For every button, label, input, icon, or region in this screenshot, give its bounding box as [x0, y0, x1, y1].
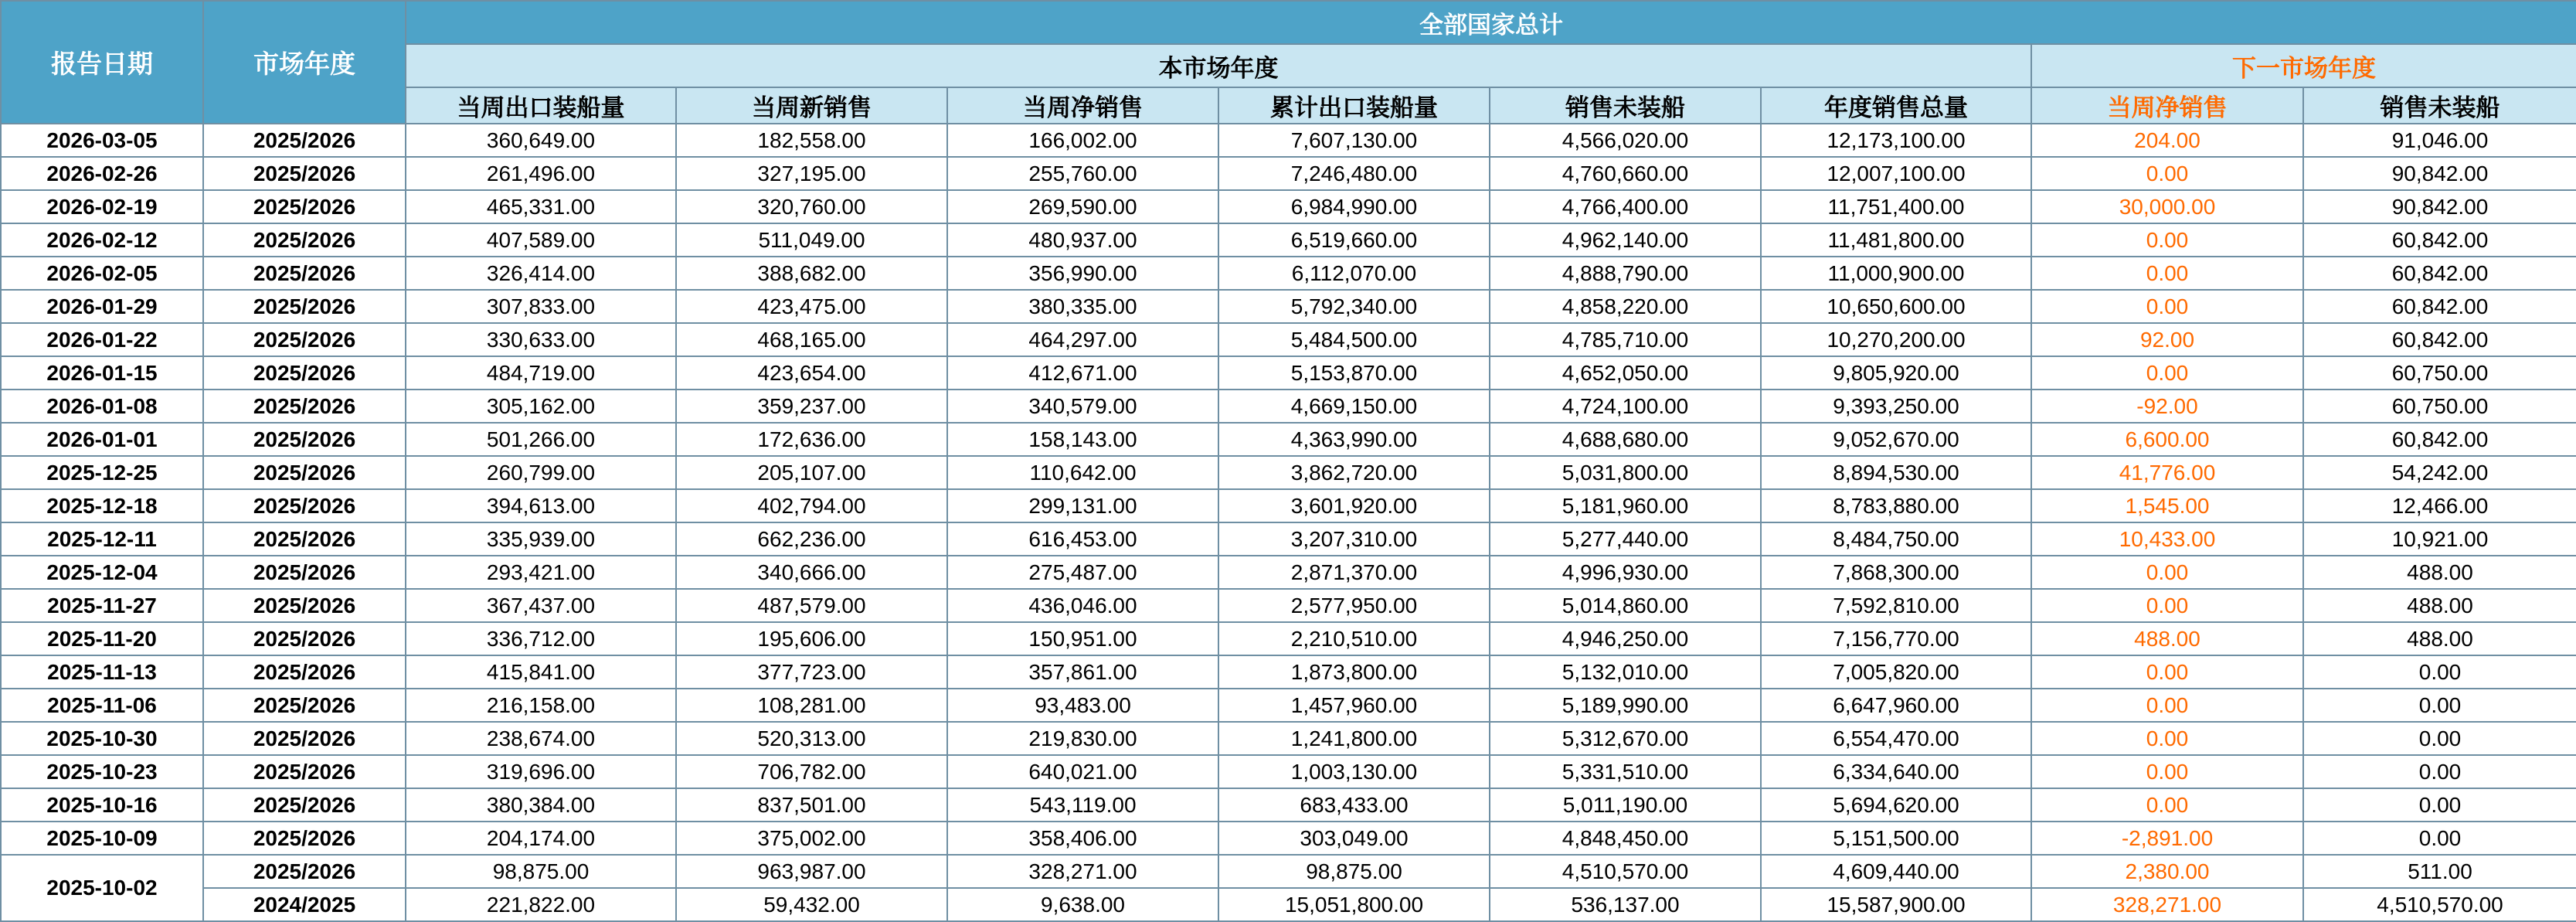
cell-next-outstanding-sales: 60,842.00	[2303, 223, 2576, 257]
cell-total-commitments: 11,481,800.00	[1761, 223, 2031, 257]
cell-next-outstanding-sales: 90,842.00	[2303, 157, 2576, 190]
cell-next-outstanding-sales: 91,046.00	[2303, 124, 2576, 157]
cell-weekly-exports: 319,696.00	[406, 755, 676, 788]
table-row	[1, 822, 2576, 855]
cell-weekly-new-sales: 375,002.00	[676, 822, 947, 855]
cell-market-year: 2025/2026	[203, 290, 406, 323]
cell-next-weekly-net-sales: -2,891.00	[2031, 822, 2303, 855]
cell-next-weekly-net-sales: 0.00	[2031, 157, 2303, 190]
cell-outstanding-sales: 5,031,800.00	[1490, 456, 1761, 489]
cell-market-year: 2025/2026	[203, 589, 406, 622]
cell-report-date: 2026-02-19	[1, 190, 203, 223]
cell-outstanding-sales: 5,312,670.00	[1490, 722, 1761, 755]
cell-next-outstanding-sales: 10,921.00	[2303, 522, 2576, 556]
cell-outstanding-sales: 4,724,100.00	[1490, 390, 1761, 423]
cell-accumulated-exports: 98,875.00	[1218, 855, 1490, 888]
cell-market-year: 2025/2026	[203, 689, 406, 722]
table-row	[1, 788, 2576, 822]
cell-next-weekly-net-sales: 488.00	[2031, 622, 2303, 655]
cell-outstanding-sales: 5,189,990.00	[1490, 689, 1761, 722]
table-row	[1, 888, 2576, 921]
cell-outstanding-sales: 4,566,020.00	[1490, 124, 1761, 157]
cell-weekly-exports: 484,719.00	[406, 356, 676, 390]
cell-accumulated-exports: 5,484,500.00	[1218, 323, 1490, 356]
cell-outstanding-sales: 5,331,510.00	[1490, 755, 1761, 788]
cell-market-year: 2025/2026	[203, 622, 406, 655]
cell-market-year: 2025/2026	[203, 855, 406, 888]
cell-weekly-new-sales: 423,654.00	[676, 356, 947, 390]
cell-weekly-exports: 335,939.00	[406, 522, 676, 556]
cell-outstanding-sales: 4,760,660.00	[1490, 157, 1761, 190]
cell-weekly-exports: 380,384.00	[406, 788, 676, 822]
table-row	[1, 722, 2576, 755]
cell-total-commitments: 7,005,820.00	[1761, 655, 2031, 689]
cell-market-year: 2025/2026	[203, 655, 406, 689]
cell-total-commitments: 10,270,200.00	[1761, 323, 2031, 356]
cell-next-weekly-net-sales: 0.00	[2031, 223, 2303, 257]
cell-market-year: 2025/2026	[203, 124, 406, 157]
cell-weekly-net-sales: 464,297.00	[947, 323, 1218, 356]
header-market-year: 市场年度	[203, 1, 406, 124]
cell-report-date: 2026-02-12	[1, 223, 203, 257]
cell-weekly-exports: 307,833.00	[406, 290, 676, 323]
cell-next-outstanding-sales: 60,842.00	[2303, 290, 2576, 323]
cell-next-weekly-net-sales: 10,433.00	[2031, 522, 2303, 556]
cell-total-commitments: 6,647,960.00	[1761, 689, 2031, 722]
cell-weekly-exports: 326,414.00	[406, 257, 676, 290]
header-next-market-year: 下一市场年度	[2031, 44, 2576, 87]
table-title: 全部国家总计	[406, 1, 2576, 44]
cell-next-weekly-net-sales: 0.00	[2031, 556, 2303, 589]
cell-next-weekly-net-sales: 328,271.00	[2031, 888, 2303, 921]
cell-market-year: 2025/2026	[203, 323, 406, 356]
cell-next-weekly-net-sales: 204.00	[2031, 124, 2303, 157]
cell-next-weekly-net-sales: 0.00	[2031, 689, 2303, 722]
cell-weekly-new-sales: 59,432.00	[676, 888, 947, 921]
cell-next-weekly-net-sales: 92.00	[2031, 323, 2303, 356]
cell-report-date: 2026-01-08	[1, 390, 203, 423]
cell-report-date: 2026-03-05	[1, 124, 203, 157]
cell-next-outstanding-sales: 0.00	[2303, 689, 2576, 722]
cell-weekly-net-sales: 93,483.00	[947, 689, 1218, 722]
cell-next-outstanding-sales: 488.00	[2303, 556, 2576, 589]
table-row	[1, 257, 2576, 290]
cell-report-date: 2025-10-30	[1, 722, 203, 755]
header-weekly-exports: 当周出口装船量	[406, 87, 676, 124]
cell-accumulated-exports: 6,519,660.00	[1218, 223, 1490, 257]
cell-next-weekly-net-sales: 30,000.00	[2031, 190, 2303, 223]
table-row	[1, 290, 2576, 323]
cell-weekly-net-sales: 340,579.00	[947, 390, 1218, 423]
cell-next-weekly-net-sales: 6,600.00	[2031, 423, 2303, 456]
cell-next-outstanding-sales: 0.00	[2303, 755, 2576, 788]
cell-weekly-net-sales: 358,406.00	[947, 822, 1218, 855]
cell-market-year: 2025/2026	[203, 423, 406, 456]
cell-report-date: 2025-10-16	[1, 788, 203, 822]
cell-total-commitments: 5,694,620.00	[1761, 788, 2031, 822]
cell-market-year: 2025/2026	[203, 788, 406, 822]
cell-weekly-exports: 367,437.00	[406, 589, 676, 622]
cell-report-date: 2025-10-23	[1, 755, 203, 788]
cell-weekly-exports: 415,841.00	[406, 655, 676, 689]
cell-weekly-exports: 394,613.00	[406, 489, 676, 522]
cell-weekly-net-sales: 166,002.00	[947, 124, 1218, 157]
cell-outstanding-sales: 4,688,680.00	[1490, 423, 1761, 456]
table-row	[1, 589, 2576, 622]
cell-report-date: 2025-11-06	[1, 689, 203, 722]
header-total-commitments: 年度销售总量	[1761, 87, 2031, 124]
cell-weekly-net-sales: 357,861.00	[947, 655, 1218, 689]
cell-next-outstanding-sales: 12,466.00	[2303, 489, 2576, 522]
cell-accumulated-exports: 3,862,720.00	[1218, 456, 1490, 489]
cell-report-date: 2025-11-27	[1, 589, 203, 622]
cell-total-commitments: 8,783,880.00	[1761, 489, 2031, 522]
cell-next-weekly-net-sales: 0.00	[2031, 356, 2303, 390]
cell-next-weekly-net-sales: -92.00	[2031, 390, 2303, 423]
table-row	[1, 489, 2576, 522]
cell-outstanding-sales: 4,766,400.00	[1490, 190, 1761, 223]
cell-report-date: 2025-11-20	[1, 622, 203, 655]
cell-outstanding-sales: 5,277,440.00	[1490, 522, 1761, 556]
cell-outstanding-sales: 5,132,010.00	[1490, 655, 1761, 689]
cell-accumulated-exports: 6,112,070.00	[1218, 257, 1490, 290]
header-next-weekly-net-sales: 当周净销售	[2031, 87, 2303, 124]
cell-outstanding-sales: 5,011,190.00	[1490, 788, 1761, 822]
table-row	[1, 689, 2576, 722]
cell-accumulated-exports: 7,246,480.00	[1218, 157, 1490, 190]
cell-outstanding-sales: 4,510,570.00	[1490, 855, 1761, 888]
cell-weekly-new-sales: 468,165.00	[676, 323, 947, 356]
header-this-market-year: 本市场年度	[406, 44, 2031, 87]
table-row	[1, 456, 2576, 489]
cell-total-commitments: 7,868,300.00	[1761, 556, 2031, 589]
cell-next-weekly-net-sales: 0.00	[2031, 788, 2303, 822]
cell-weekly-net-sales: 9,638.00	[947, 888, 1218, 921]
table-row	[1, 556, 2576, 589]
table-row	[1, 157, 2576, 190]
table-row	[1, 356, 2576, 390]
cell-outstanding-sales: 4,848,450.00	[1490, 822, 1761, 855]
cell-next-weekly-net-sales: 0.00	[2031, 755, 2303, 788]
cell-weekly-net-sales: 328,271.00	[947, 855, 1218, 888]
cell-next-outstanding-sales: 54,242.00	[2303, 456, 2576, 489]
table-row	[1, 223, 2576, 257]
cell-total-commitments: 6,554,470.00	[1761, 722, 2031, 755]
header-report-date: 报告日期	[1, 1, 203, 124]
cell-total-commitments: 8,484,750.00	[1761, 522, 2031, 556]
header-weekly-new-sales: 当周新销售	[676, 87, 947, 124]
cell-weekly-net-sales: 412,671.00	[947, 356, 1218, 390]
cell-weekly-exports: 98,875.00	[406, 855, 676, 888]
cell-report-date: 2026-01-15	[1, 356, 203, 390]
cell-next-weekly-net-sales: 1,545.00	[2031, 489, 2303, 522]
cell-weekly-new-sales: 108,281.00	[676, 689, 947, 722]
cell-next-outstanding-sales: 60,842.00	[2303, 423, 2576, 456]
cell-weekly-net-sales: 110,642.00	[947, 456, 1218, 489]
cell-next-weekly-net-sales: 0.00	[2031, 589, 2303, 622]
cell-next-weekly-net-sales: 0.00	[2031, 257, 2303, 290]
table-row	[1, 622, 2576, 655]
cell-weekly-exports: 360,649.00	[406, 124, 676, 157]
cell-weekly-net-sales: 269,590.00	[947, 190, 1218, 223]
cell-outstanding-sales: 4,652,050.00	[1490, 356, 1761, 390]
cell-accumulated-exports: 2,210,510.00	[1218, 622, 1490, 655]
cell-outstanding-sales: 4,962,140.00	[1490, 223, 1761, 257]
cell-next-outstanding-sales: 60,842.00	[2303, 323, 2576, 356]
cell-weekly-exports: 330,633.00	[406, 323, 676, 356]
cell-weekly-net-sales: 616,453.00	[947, 522, 1218, 556]
cell-total-commitments: 15,587,900.00	[1761, 888, 2031, 921]
header-weekly-net-sales: 当周净销售	[947, 87, 1218, 124]
cell-report-date: 2026-01-29	[1, 290, 203, 323]
cell-market-year: 2025/2026	[203, 456, 406, 489]
cell-next-outstanding-sales: 60,750.00	[2303, 390, 2576, 423]
cell-weekly-new-sales: 327,195.00	[676, 157, 947, 190]
cell-report-date: 2025-12-18	[1, 489, 203, 522]
cell-weekly-net-sales: 356,990.00	[947, 257, 1218, 290]
cell-weekly-exports: 336,712.00	[406, 622, 676, 655]
cell-weekly-net-sales: 543,119.00	[947, 788, 1218, 822]
cell-weekly-net-sales: 480,937.00	[947, 223, 1218, 257]
cell-weekly-exports: 305,162.00	[406, 390, 676, 423]
cell-accumulated-exports: 5,153,870.00	[1218, 356, 1490, 390]
cell-weekly-exports: 238,674.00	[406, 722, 676, 755]
cell-outstanding-sales: 536,137.00	[1490, 888, 1761, 921]
cell-next-outstanding-sales: 0.00	[2303, 722, 2576, 755]
cell-accumulated-exports: 3,207,310.00	[1218, 522, 1490, 556]
cell-total-commitments: 8,894,530.00	[1761, 456, 2031, 489]
cell-market-year: 2025/2026	[203, 190, 406, 223]
cell-next-weekly-net-sales: 41,776.00	[2031, 456, 2303, 489]
cell-total-commitments: 7,592,810.00	[1761, 589, 2031, 622]
cell-accumulated-exports: 2,871,370.00	[1218, 556, 1490, 589]
cell-total-commitments: 9,052,670.00	[1761, 423, 2031, 456]
cell-accumulated-exports: 1,457,960.00	[1218, 689, 1490, 722]
cell-next-outstanding-sales: 488.00	[2303, 622, 2576, 655]
cell-weekly-net-sales: 275,487.00	[947, 556, 1218, 589]
cell-weekly-net-sales: 150,951.00	[947, 622, 1218, 655]
cell-weekly-new-sales: 511,049.00	[676, 223, 947, 257]
cell-weekly-new-sales: 359,237.00	[676, 390, 947, 423]
cell-next-outstanding-sales: 511.00	[2303, 855, 2576, 888]
cell-accumulated-exports: 7,607,130.00	[1218, 124, 1490, 157]
cell-next-weekly-net-sales: 0.00	[2031, 290, 2303, 323]
table-row	[1, 755, 2576, 788]
cell-accumulated-exports: 15,051,800.00	[1218, 888, 1490, 921]
table-row	[1, 522, 2576, 556]
cell-accumulated-exports: 4,363,990.00	[1218, 423, 1490, 456]
cell-next-outstanding-sales: 4,510,570.00	[2303, 888, 2576, 921]
cell-weekly-new-sales: 402,794.00	[676, 489, 947, 522]
cell-weekly-new-sales: 388,682.00	[676, 257, 947, 290]
cell-accumulated-exports: 3,601,920.00	[1218, 489, 1490, 522]
cell-weekly-exports: 407,589.00	[406, 223, 676, 257]
cell-weekly-exports: 204,174.00	[406, 822, 676, 855]
cell-next-outstanding-sales: 488.00	[2303, 589, 2576, 622]
cell-market-year: 2025/2026	[203, 390, 406, 423]
cell-weekly-new-sales: 706,782.00	[676, 755, 947, 788]
cell-report-date: 2026-02-26	[1, 157, 203, 190]
cell-outstanding-sales: 4,946,250.00	[1490, 622, 1761, 655]
cell-market-year: 2025/2026	[203, 822, 406, 855]
cell-weekly-net-sales: 158,143.00	[947, 423, 1218, 456]
cell-market-year: 2025/2026	[203, 157, 406, 190]
cell-total-commitments: 9,393,250.00	[1761, 390, 2031, 423]
cell-outstanding-sales: 4,888,790.00	[1490, 257, 1761, 290]
cell-report-date: 2025-11-13	[1, 655, 203, 689]
cell-weekly-new-sales: 172,636.00	[676, 423, 947, 456]
cell-total-commitments: 11,751,400.00	[1761, 190, 2031, 223]
cell-next-outstanding-sales: 0.00	[2303, 822, 2576, 855]
cell-report-date: 2025-12-25	[1, 456, 203, 489]
table-row	[1, 124, 2576, 157]
cell-report-date: 2025-10-02	[1, 855, 203, 921]
cell-report-date: 2026-02-05	[1, 257, 203, 290]
cell-total-commitments: 4,609,440.00	[1761, 855, 2031, 888]
cell-accumulated-exports: 4,669,150.00	[1218, 390, 1490, 423]
cell-weekly-new-sales: 520,313.00	[676, 722, 947, 755]
cell-weekly-exports: 501,266.00	[406, 423, 676, 456]
cell-report-date: 2026-01-01	[1, 423, 203, 456]
cell-weekly-new-sales: 195,606.00	[676, 622, 947, 655]
cell-total-commitments: 9,805,920.00	[1761, 356, 2031, 390]
cell-market-year: 2025/2026	[203, 522, 406, 556]
cell-total-commitments: 7,156,770.00	[1761, 622, 2031, 655]
header-next-outstanding-sales: 销售未装船	[2303, 87, 2576, 124]
cell-total-commitments: 10,650,600.00	[1761, 290, 2031, 323]
cell-weekly-new-sales: 662,236.00	[676, 522, 947, 556]
header-outstanding-sales: 销售未装船	[1490, 87, 1761, 124]
cell-weekly-net-sales: 640,021.00	[947, 755, 1218, 788]
table-row	[1, 655, 2576, 689]
cell-accumulated-exports: 683,433.00	[1218, 788, 1490, 822]
cell-weekly-new-sales: 487,579.00	[676, 589, 947, 622]
cell-market-year: 2025/2026	[203, 722, 406, 755]
cell-total-commitments: 6,334,640.00	[1761, 755, 2031, 788]
cell-market-year: 2025/2026	[203, 556, 406, 589]
cell-market-year: 2025/2026	[203, 223, 406, 257]
cell-weekly-exports: 261,496.00	[406, 157, 676, 190]
cell-weekly-new-sales: 423,475.00	[676, 290, 947, 323]
cell-weekly-new-sales: 182,558.00	[676, 124, 947, 157]
cell-weekly-new-sales: 963,987.00	[676, 855, 947, 888]
cell-total-commitments: 12,007,100.00	[1761, 157, 2031, 190]
cell-weekly-exports: 465,331.00	[406, 190, 676, 223]
cell-weekly-exports: 216,158.00	[406, 689, 676, 722]
cell-next-outstanding-sales: 60,842.00	[2303, 257, 2576, 290]
cell-next-outstanding-sales: 90,842.00	[2303, 190, 2576, 223]
cell-total-commitments: 11,000,900.00	[1761, 257, 2031, 290]
cell-accumulated-exports: 5,792,340.00	[1218, 290, 1490, 323]
cell-outstanding-sales: 5,014,860.00	[1490, 589, 1761, 622]
cell-accumulated-exports: 1,873,800.00	[1218, 655, 1490, 689]
cell-weekly-new-sales: 340,666.00	[676, 556, 947, 589]
cell-weekly-new-sales: 377,723.00	[676, 655, 947, 689]
cell-weekly-new-sales: 837,501.00	[676, 788, 947, 822]
cell-outstanding-sales: 4,996,930.00	[1490, 556, 1761, 589]
table-row	[1, 390, 2576, 423]
cell-accumulated-exports: 6,984,990.00	[1218, 190, 1490, 223]
cell-next-outstanding-sales: 0.00	[2303, 655, 2576, 689]
cell-weekly-net-sales: 255,760.00	[947, 157, 1218, 190]
cell-accumulated-exports: 2,577,950.00	[1218, 589, 1490, 622]
cell-weekly-exports: 221,822.00	[406, 888, 676, 921]
cell-weekly-net-sales: 436,046.00	[947, 589, 1218, 622]
cell-report-date: 2026-01-22	[1, 323, 203, 356]
cell-market-year: 2025/2026	[203, 755, 406, 788]
cell-report-date: 2025-10-09	[1, 822, 203, 855]
cell-weekly-net-sales: 380,335.00	[947, 290, 1218, 323]
cell-weekly-net-sales: 219,830.00	[947, 722, 1218, 755]
cell-next-weekly-net-sales: 0.00	[2031, 722, 2303, 755]
cell-accumulated-exports: 1,003,130.00	[1218, 755, 1490, 788]
cell-accumulated-exports: 1,241,800.00	[1218, 722, 1490, 755]
cell-market-year: 2024/2025	[203, 888, 406, 921]
cell-weekly-exports: 293,421.00	[406, 556, 676, 589]
cell-market-year: 2025/2026	[203, 489, 406, 522]
cell-weekly-new-sales: 320,760.00	[676, 190, 947, 223]
header-accumulated-exports: 累计出口装船量	[1218, 87, 1490, 124]
cell-market-year: 2025/2026	[203, 257, 406, 290]
cell-outstanding-sales: 4,785,710.00	[1490, 323, 1761, 356]
cell-report-date: 2025-12-04	[1, 556, 203, 589]
cell-accumulated-exports: 303,049.00	[1218, 822, 1490, 855]
table-row	[1, 190, 2576, 223]
table-body	[1, 124, 2576, 921]
table-row	[1, 855, 2576, 888]
table-row	[1, 323, 2576, 356]
cell-outstanding-sales: 5,181,960.00	[1490, 489, 1761, 522]
cell-weekly-new-sales: 205,107.00	[676, 456, 947, 489]
cell-next-outstanding-sales: 0.00	[2303, 788, 2576, 822]
cell-weekly-net-sales: 299,131.00	[947, 489, 1218, 522]
cell-weekly-exports: 260,799.00	[406, 456, 676, 489]
cell-market-year: 2025/2026	[203, 356, 406, 390]
cell-report-date: 2025-12-11	[1, 522, 203, 556]
cell-outstanding-sales: 4,858,220.00	[1490, 290, 1761, 323]
cell-next-weekly-net-sales: 0.00	[2031, 655, 2303, 689]
cell-total-commitments: 12,173,100.00	[1761, 124, 2031, 157]
table-row	[1, 423, 2576, 456]
cell-total-commitments: 5,151,500.00	[1761, 822, 2031, 855]
cell-next-weekly-net-sales: 2,380.00	[2031, 855, 2303, 888]
cell-next-outstanding-sales: 60,750.00	[2303, 356, 2576, 390]
